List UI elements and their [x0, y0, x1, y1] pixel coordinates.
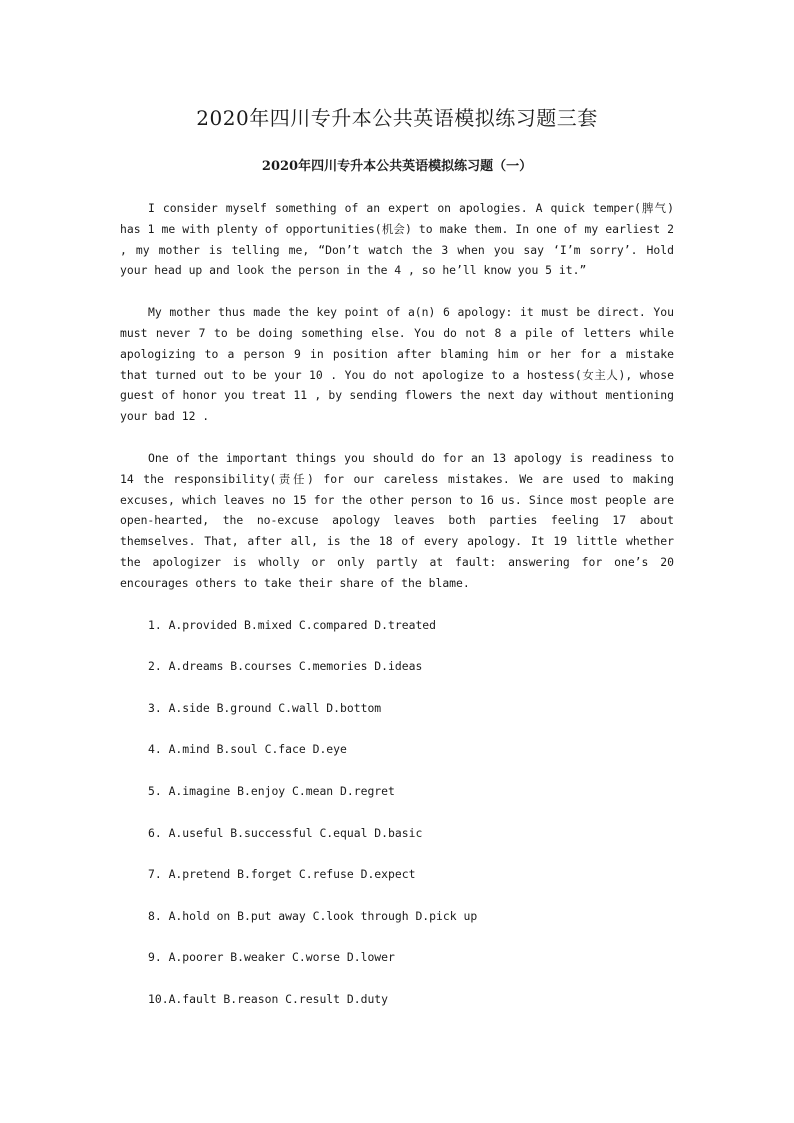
- passage-paragraph-1: I consider myself something of an expert on apologies. A quick temper(脾气) has 1 me with plenty of opportunities(机会) to make them. In one of my earliest 2 , my mother is telling me, “Don’t watch the 3 when you say ‘I’m sorry’. Hold your head up and look the person in the 4 , so he’ll know you 5 it.”: [120, 201, 674, 278]
- section-title: 2020年四川专升本公共英语模拟练习题（一）: [261, 159, 533, 174]
- question-item-3: 3. A.side B.ground C.wall D.bottom: [148, 700, 382, 715]
- question-item-7: 7. A.pretend B.forget C.refuse D.expect: [148, 867, 416, 882]
- question-item-2: 2. A.dreams B.courses C.memories D.ideas: [148, 659, 423, 674]
- passage-paragraph-3: One of the important things you should do for an 13 apology is readiness to 14 the responsibility(责任) for our careless mistakes. We are used to making excuses, which leaves no 15 for the other person to 16 us. Since most people are open-hearted, the no-excuse apology leaves both parties feeling 17 about themselves. That, after all, is the 18 of every apology. It 19 little whether the apologizer is wholly or only partly at fault: answering for one’s 20 encourages others to take their share of the blame.: [120, 450, 674, 590]
- question-item-4: 4. A.mind B.soul C.face D.eye: [148, 742, 347, 757]
- question-item-1: 1. A.provided B.mixed C.compared D.treated: [148, 617, 437, 632]
- question-item-10: 10.A.fault B.reason C.result D.duty: [148, 991, 389, 1006]
- document-page: [120, 104, 674, 1030]
- question-item-9: 9. A.poorer B.weaker C.worse D.lower: [148, 950, 395, 965]
- passage-paragraph-2: My mother thus made the key point of a(n) 6 apology: it must be direct. You must never 7 to be doing something else. You do not 8 a pile of letters while apologizing to a person 9 in position after blaming him or her for a mistake that turned out to be your 10 . You do not apologize to a hostess(女主人), whose guest of honor you treat 11 , by sending flowers the next day without mentioning your bad 12 .: [120, 305, 674, 424]
- question-list: [120, 615, 674, 1010]
- document-title: 2020年四川专升本公共英语模拟练习题三套: [196, 106, 598, 130]
- question-item-6: 6. A.useful B.successful C.equal D.basic: [148, 825, 423, 840]
- question-item-5: 5. A.imagine B.enjoy C.mean D.regret: [148, 783, 395, 798]
- question-item-8: 8. A.hold on B.put away C.look through D.pick up: [148, 908, 478, 923]
